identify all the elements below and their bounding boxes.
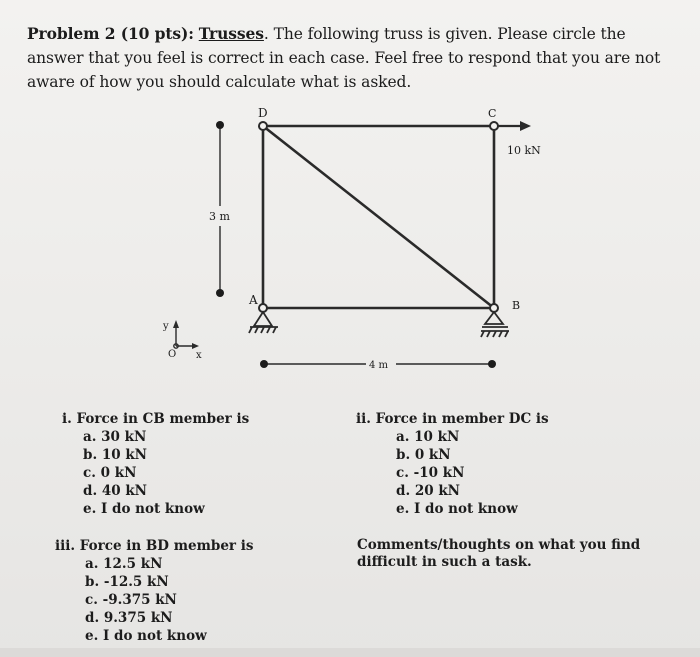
label-node-c: C xyxy=(488,107,497,120)
question-2-option-d[interactable]: d. 20 kN xyxy=(396,483,461,499)
label-node-b: B xyxy=(512,299,521,312)
question-1-option-b[interactable]: b. 10 kN xyxy=(83,447,148,463)
question-1-option-a[interactable]: a. 30 kN xyxy=(83,429,147,445)
question-2-option-c[interactable]: c. -10 kN xyxy=(396,465,465,481)
question-3-option-b[interactable]: b. -12.5 kN xyxy=(85,574,169,590)
question-3 xyxy=(55,537,253,645)
label-load: 10 kN xyxy=(507,144,541,157)
question-2-stem: ii. Force in member DC is xyxy=(356,411,549,427)
question-2-option-e[interactable]: e. I do not know xyxy=(396,501,518,517)
label-width: 4 m xyxy=(369,360,389,371)
question-2 xyxy=(356,410,549,518)
question-3-option-a[interactable]: a. 12.5 kN xyxy=(85,556,163,572)
page-bottom-edge xyxy=(0,648,700,657)
problem-label: Problem 2 (10 pts): xyxy=(27,24,194,43)
label-axis-x: x xyxy=(196,350,202,361)
question-1 xyxy=(62,410,249,518)
question-2-option-b[interactable]: b. 0 kN xyxy=(396,447,451,463)
joint-c xyxy=(490,122,498,130)
height-dimension xyxy=(216,121,224,297)
member-bd xyxy=(263,126,494,308)
question-1-option-d[interactable]: d. 40 kN xyxy=(83,483,148,499)
problem-instruction: . The following truss is given. Please circle the answer that you feel is correct in each case. Feel free to respond that you are not aware of how you should calculate what is asked. xyxy=(27,25,661,91)
label-node-d: D xyxy=(258,106,268,120)
question-1-option-c[interactable]: c. 0 kN xyxy=(83,465,137,481)
question-2-option-a[interactable]: a. 10 kN xyxy=(396,429,460,445)
question-3-stem: iii. Force in BD member is xyxy=(55,538,254,554)
pin-support-a xyxy=(249,312,278,333)
joint-d xyxy=(259,122,267,130)
roller-support-b xyxy=(481,312,509,337)
question-1-option-e[interactable]: e. I do not know xyxy=(83,501,205,517)
question-3-option-e[interactable]: e. I do not know xyxy=(85,628,207,644)
label-node-a: A xyxy=(249,293,258,307)
question-3-option-d[interactable]: d. 9.375 kN xyxy=(85,610,173,626)
problem-topic: Trusses xyxy=(198,24,264,43)
question-3-option-c[interactable]: c. -9.375 kN xyxy=(85,592,177,608)
label-axis-origin: O xyxy=(168,349,177,360)
coordinate-axes xyxy=(173,320,199,349)
label-axis-y: y xyxy=(163,321,169,332)
label-height: 3 m xyxy=(209,210,230,223)
question-1-stem: i. Force in CB member is xyxy=(62,411,250,427)
comments-prompt: Comments/thoughts on what you find difficult in such a task. xyxy=(357,537,641,570)
load-arrow xyxy=(498,121,531,131)
